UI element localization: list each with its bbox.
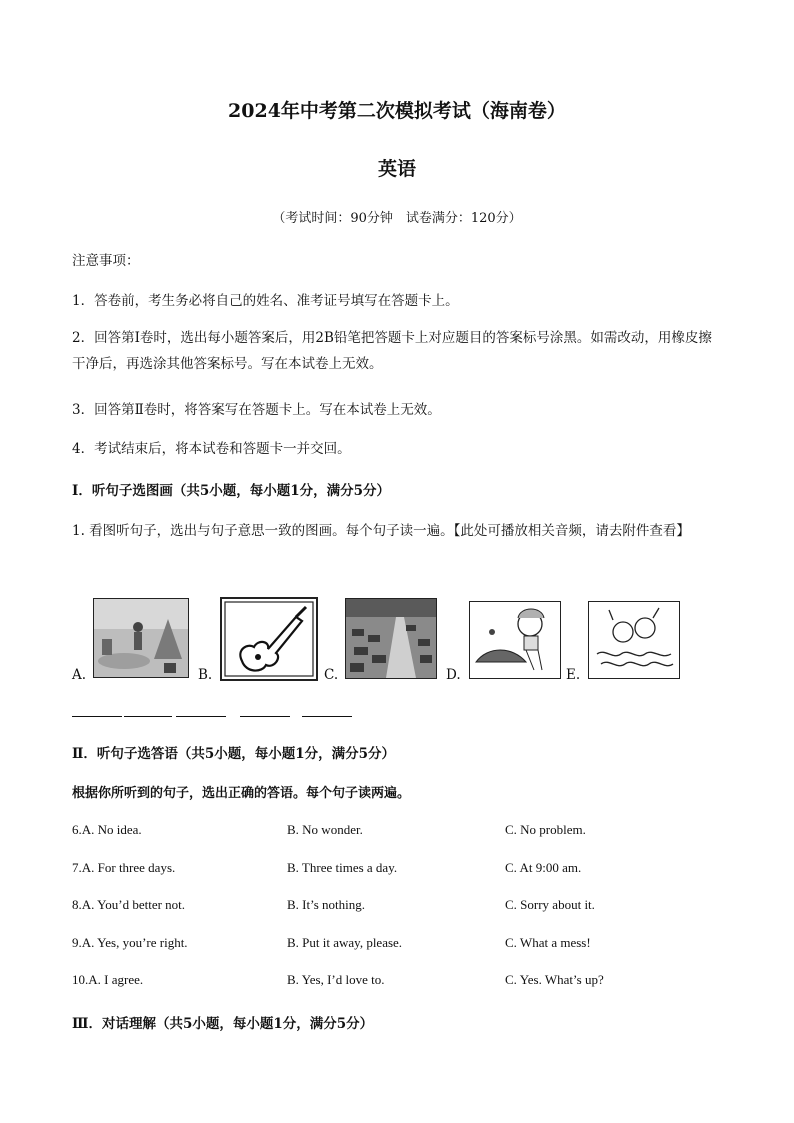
notice-item: 2．回答第Ⅰ卷时，选出每小题答案后，用2B铅笔把答题卡上对应题目的答案标号涂黑。如需改动，用橡皮擦干净后，再选涂其他答案标号。写在本试卷上无效。 <box>72 330 712 372</box>
option-c: C. Sorry about it. <box>505 897 595 912</box>
image-label: E. <box>566 667 581 683</box>
exam-info: （考试时间：90分钟 试卷满分：120分） <box>272 211 522 226</box>
section-heading: Ⅱ．听句子选答语（共5小题，每小题1分，满分5分） <box>72 746 396 762</box>
picture-b <box>220 597 318 681</box>
option-b: B. Yes, I’d love to. <box>287 972 385 987</box>
option-a: 9.A. Yes, you’re right. <box>72 935 188 950</box>
option-c: C. What a mess! <box>505 935 591 950</box>
notice-item: 3．回答第Ⅱ卷时，将答案写在答题卡上。写在本试卷上无效。 <box>72 402 441 418</box>
notice-item: 1．答卷前，考生务必将自己的姓名、准考证号填写在答题卡上。 <box>72 293 459 309</box>
option-c: C. Yes. What’s up? <box>505 972 604 987</box>
image-label: A. <box>72 667 87 683</box>
option-b: B. Three times a day. <box>287 860 398 875</box>
picture-e <box>588 601 680 679</box>
page-title: 2024年中考第二次模拟考试（海南卷） <box>228 100 566 122</box>
answer-blank[interactable] <box>72 716 122 717</box>
option-a: 6.A. No idea. <box>72 822 142 837</box>
option-a: 10.A. I agree. <box>72 972 144 987</box>
option-a: 7.A. For three days. <box>72 860 176 875</box>
answer-blank[interactable] <box>302 716 352 717</box>
option-b: B. It’s nothing. <box>287 897 366 912</box>
option-c: C. At 9:00 am. <box>505 860 582 875</box>
image-label: D. <box>446 667 461 683</box>
notice-heading: 注意事项： <box>72 253 140 269</box>
subject-title: 英语 <box>377 158 416 180</box>
option-c: C. No problem. <box>505 822 586 837</box>
picture-c <box>345 598 437 679</box>
image-label: C. <box>324 667 339 683</box>
answer-blank[interactable] <box>124 716 172 717</box>
section-instruction: 1. 看图听句子，选出与句子意思一致的图画。每个句子读一遍。【此处可播放相关音频，请去附件查看】 <box>72 523 690 539</box>
section-instruction: 根据你所听到的句子，选出正确的答语。每个句子读两遍。 <box>72 786 411 801</box>
picture-a <box>93 598 189 678</box>
answer-blank[interactable] <box>240 716 290 717</box>
section-heading: Ⅰ．听句子选图画（共5小题，每小题1分，满分5分） <box>72 483 390 499</box>
section-heading: Ⅲ．对话理解（共5小题，每小题1分，满分5分） <box>72 1016 374 1032</box>
answer-blank[interactable] <box>176 716 226 717</box>
notice-item: 4．考试结束后，将本试卷和答题卡一并交回。 <box>72 441 351 457</box>
option-b: B. No wonder. <box>287 822 363 837</box>
picture-d <box>469 601 561 679</box>
option-b: B. Put it away, please. <box>287 935 403 950</box>
image-label: B. <box>198 667 213 683</box>
option-a: 8.A. You’d better not. <box>72 897 186 912</box>
